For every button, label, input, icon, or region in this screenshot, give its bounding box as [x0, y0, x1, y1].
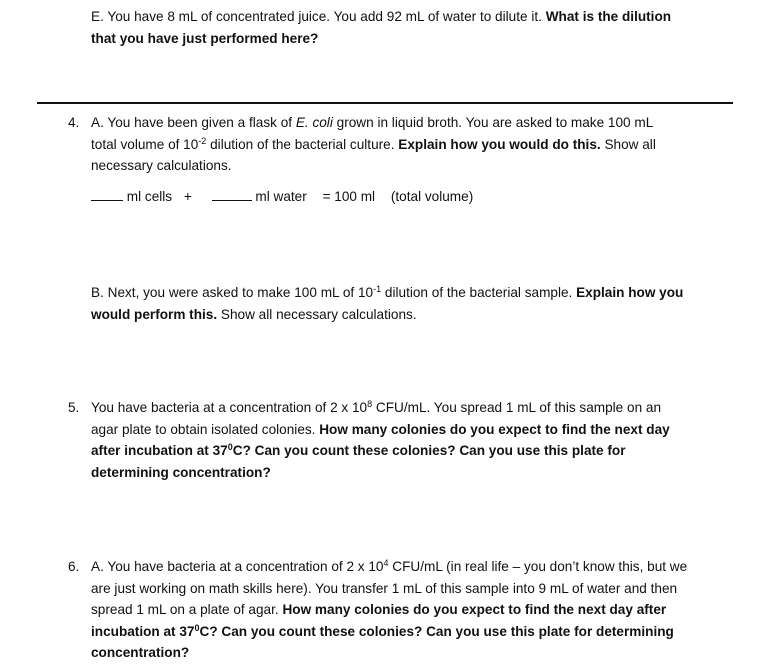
question-4a-text-1: You have been given a flask of	[107, 115, 293, 130]
exponent: -2	[198, 135, 207, 146]
question-6a-label: A.	[91, 559, 104, 574]
question-e-prompt: What is the dilution that you have just performed here?	[91, 9, 672, 46]
question-5-text-1: You have bacteria at a concentration of 2 x 10	[91, 400, 368, 415]
question-e	[91, 6, 691, 49]
question-4b-text-1: Next, you were asked to make 100 mL of 10	[107, 285, 374, 300]
question-6-number: 6.	[68, 559, 80, 574]
exponent: 8	[367, 399, 373, 409]
question-6a	[91, 556, 691, 664]
exponent: 4	[383, 558, 389, 568]
question-5-prompt-1: How many colonies do you expect to find the next day after incubation at 37	[91, 421, 670, 458]
question-4b-text-2: dilution of the bacterial sample.	[384, 285, 573, 300]
question-4a-text-3: dilution of the bacterial culture.	[210, 136, 395, 152]
question-4a-prompt: Explain how you would do this.	[398, 136, 601, 152]
water-unit: ml water	[255, 189, 307, 204]
question-4a-text-2: grown in liquid broth. You are asked to make 100 mL total volume of 10	[91, 115, 653, 152]
question-4b-label: B.	[91, 285, 104, 300]
total-volume-note: (total volume)	[390, 189, 474, 204]
question-e-text: You have 8 mL of concentrated juice. You add 92 mL of water to dilute it.	[107, 9, 542, 24]
question-4b-prompt: Explain how you would perform this.	[91, 285, 684, 322]
question-4a-text-4: Show all necessary calculations.	[91, 136, 656, 173]
equals-total: = 100 ml	[322, 189, 376, 204]
question-e-label: E.	[91, 9, 104, 24]
degree-mark: 0	[227, 442, 233, 452]
water-blank[interactable]	[212, 188, 252, 201]
question-5-prompt-2: C? Can you count these colonies? Can you use this plate for determining concentration?	[91, 443, 626, 480]
dilution-formula	[91, 186, 473, 208]
question-4a	[91, 112, 681, 177]
question-4-number: 4.	[68, 115, 80, 130]
ecoli-name: E. coli	[295, 115, 333, 130]
question-6a-text-1: You have bacteria at a concentration of 2 x 10	[107, 559, 384, 574]
question-4a-label: A.	[91, 115, 104, 130]
cells-blank[interactable]	[91, 188, 123, 201]
question-5	[91, 397, 691, 483]
section-divider	[37, 102, 733, 104]
question-6a-prompt-1: How many colonies do you expect to find the next day after incubation at 37	[91, 602, 667, 639]
degree-mark: 0	[194, 622, 200, 633]
question-5-number: 5.	[68, 400, 80, 415]
plus-sign: +	[183, 189, 192, 204]
question-5-text-2: CFU/mL. You spread 1 mL of this sample on an agar plate to obtain isolated colonies.	[91, 400, 662, 437]
exponent: -1	[373, 284, 382, 294]
question-4b-text-3: Show all necessary calculations.	[220, 306, 417, 322]
question-4b	[91, 282, 691, 325]
question-6a-prompt-2: C? Can you count these colonies? Can you use this plate for determining concentration?	[91, 623, 674, 660]
question-6a-text-2: CFU/mL (in real life – you don’t know this, but we are just working on math skills here). You transfer 1 mL of this sample into 9 mL of water and then spread 1 mL on a plate of agar.	[91, 559, 688, 617]
cells-unit: ml cells	[126, 189, 173, 204]
